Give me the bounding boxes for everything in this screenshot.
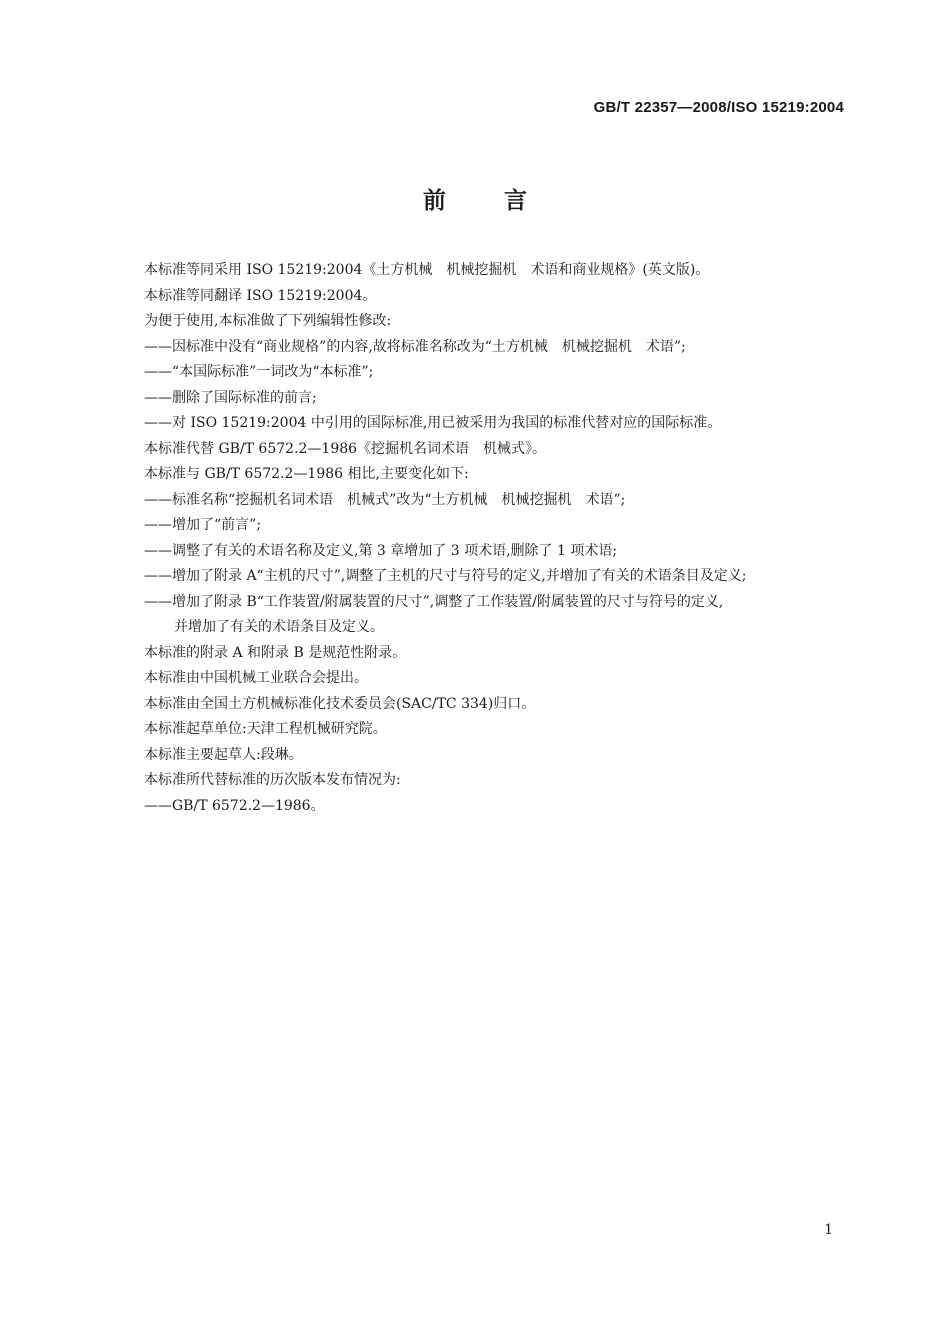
list-item: ——GB/T 6572.2—1986。 bbox=[144, 797, 325, 814]
paragraph-line: 本标准代替 GB/T 6572.2—1986《挖掘机名词术语 机械式》。 bbox=[144, 440, 547, 457]
list-item: ——增加了附录 B“工作装置/附属装置的尺寸”,调整了工作装置/附属装置的尺寸与符号的定义, bbox=[144, 593, 724, 610]
paragraph-line: 本标准等同翻译 ISO 15219:2004。 bbox=[144, 287, 377, 304]
paragraph-line: 本标准所代替标准的历次版本发布情况为: bbox=[144, 772, 401, 788]
list-item-continuation: 并增加了有关的术语条目及定义。 bbox=[174, 619, 384, 635]
list-item: ——删除了国际标准的前言; bbox=[144, 389, 317, 406]
paragraph-line: 本标准与 GB/T 6572.2—1986 相比,主要变化如下: bbox=[144, 466, 469, 482]
page-number: 1 bbox=[824, 1222, 833, 1238]
paragraph-line: 为便于使用,本标准做了下列编辑性修改: bbox=[144, 313, 392, 329]
paragraph-line: 本标准主要起草人:段琳。 bbox=[144, 746, 303, 763]
foreword-body bbox=[144, 258, 864, 819]
page-title: 前言 bbox=[423, 188, 585, 214]
list-item: ——“本国际标准”一词改为“本标准”; bbox=[144, 364, 374, 380]
list-item: ——对 ISO 15219:2004 中引用的国际标准,用已被采用为我国的标准代替对应的国际标准。 bbox=[144, 415, 722, 431]
standard-code-header: GB/T 22357—2008/ISO 15219:2004 bbox=[593, 99, 844, 116]
list-item: ——因标准中没有“商业规格”的内容,故将标准名称改为“土方机械 机械挖掘机 术语”; bbox=[144, 338, 686, 355]
paragraph-line: 本标准由中国机械工业联合会提出。 bbox=[144, 670, 368, 686]
list-item: ——调整了有关的术语名称及定义,第 3 章增加了 3 项术语,删除了 1 项术语; bbox=[144, 542, 618, 559]
paragraph-line: 本标准等同采用 ISO 15219:2004《土方机械 机械挖掘机 术语和商业规格》(英文版)。 bbox=[144, 262, 710, 278]
paragraph-line: 本标准的附录 A 和附录 B 是规范性附录。 bbox=[144, 644, 407, 661]
paragraph-line: 本标准起草单位:天津工程机械研究院。 bbox=[144, 721, 387, 737]
paragraph-line: 本标准由全国土方机械标准化技术委员会(SAC/TC 334)归口。 bbox=[144, 695, 536, 712]
list-item: ——增加了“前言”; bbox=[144, 517, 262, 533]
list-item: ——增加了附录 A“主机的尺寸”,调整了主机的尺寸与符号的定义,并增加了有关的术语条目及定义; bbox=[144, 568, 747, 584]
list-item: ——标准名称“挖掘机名词术语 机械式”改为“土方机械 机械挖掘机 术语”; bbox=[144, 491, 626, 508]
